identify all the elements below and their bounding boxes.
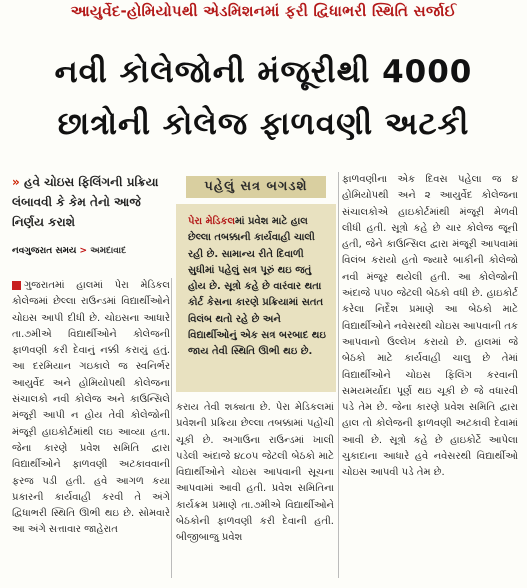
column-divider-1: [171, 278, 172, 578]
sidebar-box: [176, 170, 336, 392]
article-column-1: [12, 278, 170, 539]
subhead-text: હવે ચોઇસ ફિલિંગની પ્રક્રિયા લંબાવવી કે કેમ તેનો આજે નિર્ણય કરાશે: [12, 175, 159, 229]
subhead-bullet: »: [12, 175, 20, 189]
main-headline: [0, 46, 527, 150]
sidebar-lead: પેરા મેડિકલ: [188, 216, 236, 227]
byline-separator: >: [79, 246, 88, 256]
kicker-headline: આયુર્વેદ-હોમિયોપથી એડમિશનમાં ફરી દ્વિધાભરી સ્થિતિ સર્જાઈ: [70, 2, 457, 20]
column-3-text: ફાળવણીના એક દિવસ પહેલા જ ૪ હોમિયોપથી અને ૨ આયુર્વેદ કોલેજના સંચાલકોએ હાઇકોર્ટમાંથી મંજૂરી મેળવી લીધી હતી. સૂત્રો કહે છે ચાર કોલેજ જૂની હતી, જેને કાઉન્સિલ દ્વારા મંજૂરી આપવામાં વિલંબ કરાયો હતો જ્યારે બાકીની કોલેજો નવી મંજૂર થયેલી હતી. આ કોલેજોની અંદાજે ૫૫૦ જેટલી બેઠકો વધી છે. હાઇકોર્ટ કરેલા નિર્દેશ પ્રમાણે આ બેઠકો માટે વિદ્યાર્થીઓને નવેસરથી ચોઇસ આપવાની તક આપવાનો ઉલ્લેખ કરાયો છે. હાલમાં જે બેઠકો માટે કાર્યવાહી ચાલુ છે તેમાં વિદ્યાર્થીઓને ચોઇસ ફિલિંગ કરવાની સમયમર્યાદા પૂર્ણ થઇ ચૂકી છે જે વધારવી પડે તેમ છે. જેના કારણે પ્રવેશ સમિતિ દ્વારા હાલ તો કોલેજની ફાળવણી અટકાવી દેવામાં આવી છે. સૂત્રો કહે છે હાઇકોર્ટે આપેલા ચુકાદાના આધારે હવે નવેસરથી વિદ્યાર્થીઓ ચોઇસ આપવી પડે તેમ છે.: [342, 174, 518, 479]
column-divider-2: [338, 172, 339, 578]
sidebar-box-text: [188, 214, 326, 361]
byline: [12, 246, 172, 256]
column-2-text: કરાય તેવી શક્યતા છે. પેરા મેડિકલમાં પ્રવેશની પ્રક્રિયા છેલ્લા તબક્કામાં પહોંચી ચૂકી છે. અગાઉના રાઉન્ડમાં ખાલી પડેલી અંદાજે ૪૮૦૫ જેટલી બેઠકો માટે વિદ્યાર્થીઓને ચોઇસ આપવાની સૂચના આપવામાં આવી હતી. પ્રવેશ સમિતિના કાર્યક્રમ પ્રમાણે તા.૭મીએ વિદ્યાર્થીઓને બેઠકોની ફાળવણી કરી દેવાની હતી. બીજીબાજુ પ્રવેશ: [176, 402, 334, 544]
sidebar-box-body: [176, 204, 336, 392]
dropcap-marker: [12, 281, 21, 290]
headline-line-1: નવી કોલેજોની મંજૂરીથી 4000: [54, 54, 473, 90]
subheadline: [12, 172, 162, 232]
sidebar-body-text: માં પ્રવેશ માટે હાલ છેલ્લા તબક્કાની કાર્યવાહી ચાલી રહી છે. સામાન્ય રીતે દિવાળી સુધીમાં પહેલું સત્ર પૂરું થઇ જતું હોય છે. સૂત્રો કહે છે વારંવાર થતા કોર્ટ કેસના કારણે પ્રક્રિયામાં સતત વિલંબ થતો રહે છે અને વિદ્યાર્થીઓનું એક સત્ર બરબાદ થઇ જાય તેવી સ્થિતિ ઊભી થઇ છે.: [188, 216, 326, 358]
byline-city: અમદાવાદ: [90, 246, 127, 256]
article-column-3: [342, 172, 518, 482]
byline-brand: નવગુજરાત સમય: [12, 246, 77, 256]
article-column-2: [176, 400, 334, 547]
headline-line-2: છાત્રોની કોલેજ ફાળવણી અટકી: [57, 106, 470, 142]
sidebar-box-title: પહેલું સત્ર બગડશે: [186, 176, 326, 198]
column-1-text: ગુજરાતમાં હાલમાં પેરા મેડિકલ કોલેજમાં છેલ્લા રાઉન્ડમાં વિદ્યાર્થીઓને ચોઇસ આપી દીધી છે. ચોઇસના આધારે તા.૭મીએ વિદ્યાર્થીઓને કોલેજની ફાળવણી કરી દેવાનું નક્કી કરાયું હતું. આ દરમિયાન ગઇકાલે જ સ્વનિર્ભર આયુર્વેદ અને હોમિયોપથી કોલેજના સંચાલકો નવી કોલેજ અને કાઉન્સિલે મંજૂરી આપી ન હોય તેવી કોલેજોની મંજૂરી હાઇકોર્ટમાંથી લઇ આવ્યા હતા. જેના કારણે પ્રવેશ સમિતિ દ્વારા વિદ્યાર્થીઓને ફાળવણી અટકાવવાની ફરજ પડી હતી. હવે આગળ કયા પ્રકારની કાર્યવાહી કરવી તે અંગે દ્વિધાભરી સ્થિતિ ઊભી થઇ છે. સોમવારે આ અંગે સત્તાવાર જાહેરાત: [12, 280, 170, 536]
